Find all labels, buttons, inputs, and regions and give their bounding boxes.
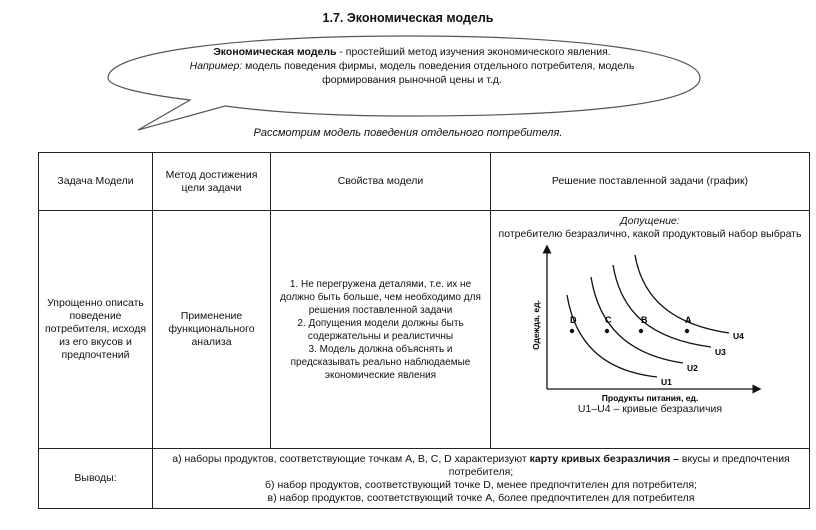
curves-caption: U1–U4 – кривые безразличия [577, 403, 723, 415]
header-method: Метод достижения цели задачи [153, 153, 271, 211]
indifference-graph [525, 243, 775, 403]
conclusion-c: в) набор продуктов, соответствующий точке A, более предпочтителен для потребителя [267, 491, 695, 504]
conclusion-a [157, 453, 805, 479]
point-c [605, 329, 609, 333]
page-title: 1.7. Экономическая модель [322, 11, 494, 25]
definition-body: - простейший метод изучения экономического явления. [336, 46, 611, 58]
curve-label-u1: U1 [661, 377, 672, 387]
curve-u1 [567, 295, 657, 377]
task-cell: Упрощенно описать поведение потребителя, исходя из его вкусов и предпочтений [39, 211, 153, 449]
intro-text: Рассмотрим модель поведения отдельного потребителя. [253, 127, 563, 139]
x-axis-label: Продукты питания, ед. [601, 393, 699, 403]
conclusion-a-bold: карту кривых безразличия – [529, 452, 679, 465]
property-item: 3. Модель должна объяснять и предсказывать реально наблюдаемые экономические явления [290, 343, 471, 381]
point-label-b: B [641, 315, 648, 325]
header-properties: Свойства модели [271, 153, 491, 211]
property-item: 1. Не перегружена деталями, т.е. их не должно быть больше, чем необходимо для решения поставленной задачи [280, 278, 481, 316]
model-table [38, 152, 810, 509]
curve-label-u2: U2 [687, 363, 698, 373]
point-b [639, 329, 643, 333]
example-text: модель поведения фирмы, модель поведения отдельного потребителя, модель формирования рыночной цены и т.д. [242, 60, 635, 86]
point-label-c: C [605, 315, 612, 325]
header-task: Задача Модели [39, 153, 153, 211]
curve-label-u4: U4 [733, 331, 744, 341]
conclusion-b: б) набор продуктов, соответствующий точке D, менее предпочтителен для потребителя; [265, 478, 697, 491]
properties-cell [271, 211, 491, 449]
table-header-row [39, 153, 810, 211]
graph-cell [491, 211, 810, 449]
point-a [685, 329, 689, 333]
example-label: Например: [189, 60, 243, 72]
y-axis-label: Одежда, ед. [531, 300, 541, 350]
point-label-a: A [685, 315, 692, 325]
definition-text [188, 45, 636, 87]
conclusions-row [39, 449, 810, 509]
conclusions-cell [153, 449, 810, 509]
definition-term: Экономическая модель [213, 46, 337, 58]
conclusions-label: Выводы: [39, 449, 153, 509]
assumption-text: потребителю безразлично, какой продуктовый набор выбрать [498, 228, 802, 240]
property-item: 2. Допущения модели должны быть содержательны и реалистичны [297, 317, 464, 342]
conclusion-a-suffix: вкусы и предпочтения потребителя; [448, 452, 790, 478]
curve-label-u3: U3 [715, 347, 726, 357]
point-d [570, 329, 574, 333]
assumption-label: Допущение: [620, 215, 680, 227]
conclusion-a-prefix: а) наборы продуктов, соответствующие точкам A, B, C, D характеризуют [172, 452, 530, 465]
table-body-row [39, 211, 810, 449]
method-cell: Применение функционального анализа [153, 211, 271, 449]
curve-u4 [635, 255, 729, 333]
header-solution: Решение поставленной задачи (график) [491, 153, 810, 211]
point-label-d: D [570, 315, 577, 325]
